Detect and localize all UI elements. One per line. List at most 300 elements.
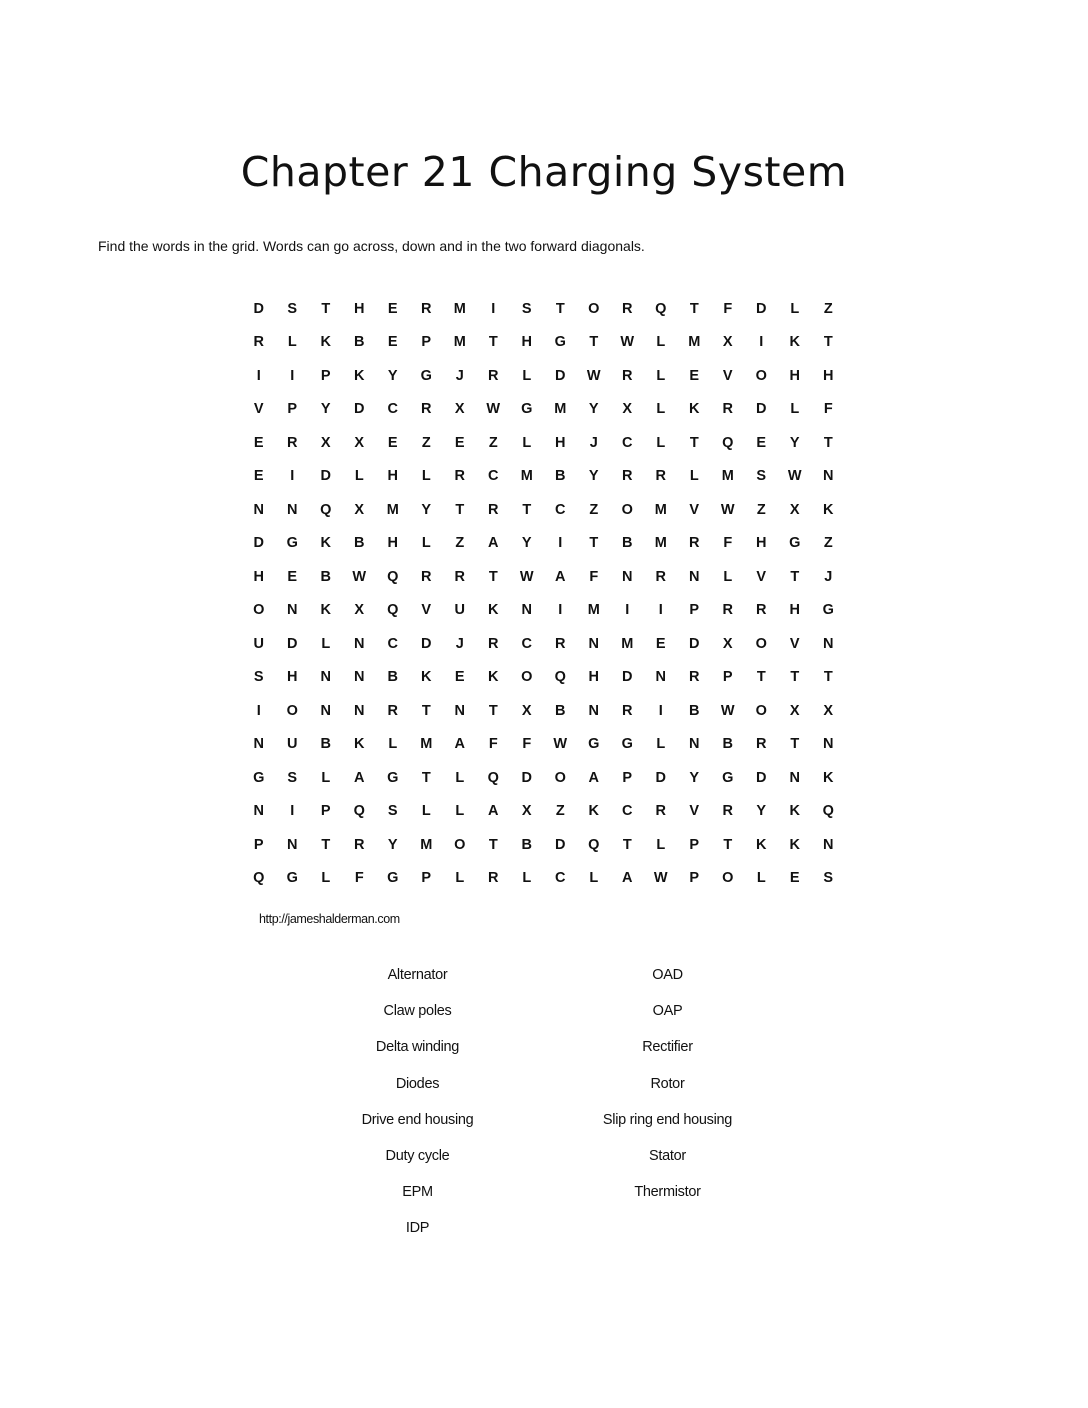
word-list-item: Thermistor [634,1184,701,1201]
grid-cell: P [689,602,700,619]
grid-cell: G [286,870,298,887]
grid-cell: F [354,870,364,887]
word-list-item: IDP [405,1220,430,1237]
grid-cell: S [521,300,532,317]
grid-cell: O [521,669,533,686]
grid-cell: M [453,300,466,317]
grid-cell: V [689,501,700,518]
grid-cell: I [256,367,261,384]
grid-cell: N [588,702,599,719]
grid-cell: X [521,702,532,719]
grid-cell: N [354,702,365,719]
grid-cell: M [420,836,433,853]
grid-cell: G [789,535,801,552]
grid-cell: R [354,836,365,853]
grid-cell: D [689,635,700,652]
grid-cell: Z [455,535,465,552]
grid-cell: K [320,535,331,552]
grid-cell: R [722,602,733,619]
grid-cell: X [722,334,733,351]
grid-cell: E [454,434,465,451]
grid-cell: Q [554,669,566,686]
grid-cell: T [756,669,766,686]
grid-cell: R [622,702,633,719]
grid-cell: L [321,870,331,887]
grid-cell: N [287,602,298,619]
word-list-item: Duty cycle [385,1148,450,1165]
grid-cell: R [622,468,633,485]
grid-cell: A [622,870,633,887]
grid-cell: M [554,401,567,418]
grid-cell: L [790,401,800,418]
grid-cell: N [823,736,834,753]
grid-cell: T [790,568,800,585]
grid-cell: P [287,401,298,418]
grid-cell: K [354,736,365,753]
grid-cell: Z [589,501,599,518]
grid-cell: E [387,334,398,351]
grid-cell: U [454,602,465,619]
grid-cell: N [789,769,800,786]
grid-cell: G [387,769,399,786]
grid-cell: D [521,769,532,786]
grid-cell: N [622,568,633,585]
grid-cell: D [655,769,666,786]
grid-cell: B [521,836,532,853]
grid-cell: I [290,367,295,384]
grid-cell: R [421,401,432,418]
grid-cell: C [387,635,398,652]
grid-cell: H [387,535,398,552]
grid-cell: R [387,702,398,719]
grid-cell: T [455,501,465,518]
grid-cell: T [823,334,833,351]
word-list-item: OAP [652,1003,683,1020]
page-title: Chapter 21 Charging System [240,148,848,196]
grid-cell: N [287,836,298,853]
grid-cell: T [321,836,331,853]
grid-cell: D [253,535,264,552]
grid-cell: X [354,602,365,619]
grid-cell: L [656,736,666,753]
grid-cell: I [658,602,663,619]
grid-cell: X [622,401,633,418]
grid-cell: O [755,367,767,384]
grid-cell: N [689,568,700,585]
grid-cell: E [454,669,465,686]
grid-cell: B [722,736,733,753]
grid-cell: D [756,769,767,786]
grid-cell: I [558,535,563,552]
grid-cell: L [287,334,297,351]
grid-cell: W [620,334,635,351]
grid-cell: M [721,468,734,485]
grid-cell: V [756,568,767,585]
grid-cell: T [488,568,498,585]
grid-cell: F [823,401,833,418]
grid-cell: R [756,602,767,619]
grid-cell: R [555,635,566,652]
grid-cell: H [789,367,800,384]
grid-cell: D [756,300,767,317]
grid-cell: R [689,535,700,552]
grid-cell: T [321,300,331,317]
grid-cell: Y [521,535,532,552]
grid-cell: T [723,836,733,853]
grid-cell: V [421,602,432,619]
grid-cell: L [354,468,364,485]
grid-cell: T [790,736,800,753]
grid-cell: I [256,702,261,719]
grid-cell: D [253,300,264,317]
grid-cell: Z [756,501,766,518]
grid-cell: P [253,836,264,853]
grid-cell: W [653,870,668,887]
grid-cell: L [522,434,532,451]
grid-cell: Z [488,434,498,451]
grid-cell: R [655,468,666,485]
grid-cell: G [521,401,533,418]
grid-cell: L [589,870,599,887]
grid-cell: O [755,635,767,652]
grid-cell: I [491,300,496,317]
grid-cell: R [655,803,666,820]
grid-cell: L [421,803,431,820]
grid-cell: T [823,434,833,451]
grid-cell: R [756,736,767,753]
grid-cell: Z [421,434,431,451]
grid-cell: Y [689,769,700,786]
grid-cell: F [589,568,599,585]
grid-cell: L [656,836,666,853]
grid-cell: L [656,434,666,451]
grid-cell: J [589,434,598,451]
grid-cell: K [823,501,834,518]
grid-cell: V [253,401,264,418]
grid-cell: V [789,635,800,652]
grid-cell: X [320,434,331,451]
grid-cell: R [488,635,499,652]
grid-cell: T [589,535,599,552]
grid-cell: Y [789,434,800,451]
grid-cell: Q [487,769,499,786]
grid-cell: M [386,501,399,518]
grid-cell: K [488,602,499,619]
grid-cell: G [387,870,399,887]
website-url: http://jameshalderman.com [259,912,400,926]
grid-cell: T [555,300,565,317]
grid-cell: P [689,870,700,887]
grid-cell: H [823,367,834,384]
grid-cell: D [421,635,432,652]
grid-cell: E [756,434,767,451]
grid-cell: R [454,468,465,485]
word-list-item: Rectifier [642,1039,693,1056]
grid-cell: W [486,401,501,418]
grid-cell: L [656,401,666,418]
grid-cell: T [790,669,800,686]
grid-cell: Y [320,401,331,418]
grid-cell: B [320,568,331,585]
grid-cell: L [421,535,431,552]
grid-cell: L [689,468,699,485]
grid-cell: N [354,669,365,686]
grid-cell: L [388,736,398,753]
grid-cell: H [253,568,264,585]
grid-cell: G [253,769,265,786]
grid-cell: R [622,367,633,384]
grid-cell: S [823,870,834,887]
grid-cell: D [287,635,298,652]
grid-cell: A [454,736,465,753]
word-list-item: Alternator [387,967,448,984]
grid-cell: B [320,736,331,753]
grid-cell: X [354,501,365,518]
grid-cell: R [287,434,298,451]
grid-cell: N [253,803,264,820]
grid-cell: R [421,300,432,317]
grid-cell: S [287,300,298,317]
grid-cell: R [454,568,465,585]
word-list-right [530,957,805,1247]
grid-cell: M [453,334,466,351]
grid-cell: J [824,568,833,585]
grid-cell: V [689,803,700,820]
grid-cell: F [488,736,498,753]
grid-cell: G [420,367,432,384]
grid-cell: I [625,602,630,619]
grid-cell: V [722,367,733,384]
grid-cell: D [555,367,566,384]
grid-cell: Z [555,803,565,820]
grid-cell: K [789,836,800,853]
grid-cell: K [789,803,800,820]
grid-cell: M [520,468,533,485]
grid-cell: E [287,568,298,585]
grid-cell: U [287,736,298,753]
grid-cell: T [522,501,532,518]
grid-cell: L [756,870,766,887]
grid-cell: C [622,434,633,451]
grid-cell: Z [823,535,833,552]
grid-cell: O [454,836,466,853]
word-list-item: OAD [652,967,683,984]
grid-cell: Q [588,836,600,853]
instructions: Find the words in the grid. Words can go across, down and in the two forward diagonals. [98,238,645,254]
grid-cell: D [756,401,767,418]
grid-cell: N [253,501,264,518]
grid-cell: E [655,635,666,652]
grid-cell: P [421,870,432,887]
grid-cell: P [320,803,331,820]
grid-cell: H [521,334,532,351]
grid-cell: H [287,669,298,686]
grid-cell: B [689,702,700,719]
grid-cell: F [723,535,733,552]
grid-cell: A [588,769,599,786]
grid-cell: B [354,535,365,552]
grid-cell: P [320,367,331,384]
grid-cell: S [387,803,398,820]
grid-cell: J [455,635,464,652]
grid-cell: N [287,501,298,518]
grid-cell: B [555,702,566,719]
word-list-item: Slip ring end housing [602,1111,733,1128]
grid-cell: C [555,870,566,887]
grid-cell: O [554,769,566,786]
grid-cell: Y [588,468,599,485]
grid-cell: X [823,702,834,719]
grid-cell: D [555,836,566,853]
grid-cell: F [522,736,532,753]
grid-cell: T [488,334,498,351]
grid-cell: I [558,602,563,619]
grid-cell: L [790,300,800,317]
grid-cell: K [354,367,365,384]
grid-cell: R [622,300,633,317]
grid-cell: X [521,803,532,820]
word-list-item: Rotor [650,1075,685,1092]
grid-cell: K [320,334,331,351]
grid-cell: P [421,334,432,351]
grid-cell: T [421,702,431,719]
grid-cell: Q [387,602,399,619]
grid-cell: O [755,702,767,719]
grid-cell: H [756,535,767,552]
grid-cell: M [688,334,701,351]
grid-cell: N [655,669,666,686]
word-list-item: Stator [649,1148,686,1165]
grid-cell: L [455,769,465,786]
grid-cell: H [555,434,566,451]
word-list-item: Delta winding [375,1039,460,1056]
grid-cell: N [521,602,532,619]
word-list-item: Drive end housing [361,1111,474,1128]
grid-cell: D [354,401,365,418]
grid-cell: A [488,803,499,820]
grid-cell: Y [756,803,767,820]
grid-cell: Q [253,870,265,887]
grid-cell: G [554,334,566,351]
grid-cell: Q [722,434,734,451]
grid-cell: L [455,803,465,820]
grid-cell: B [622,535,633,552]
grid-cell: K [320,602,331,619]
grid-cell: W [720,702,735,719]
grid-cell: S [287,769,298,786]
grid-cell: C [488,468,499,485]
grid-cell: R [655,568,666,585]
grid-cell: R [689,669,700,686]
grid-cell: N [689,736,700,753]
grid-cell: M [420,736,433,753]
grid-cell: K [789,334,800,351]
grid-cell: R [488,367,499,384]
grid-cell: A [488,535,499,552]
grid-cell: W [586,367,601,384]
grid-cell: K [689,401,700,418]
grid-cell: R [722,803,733,820]
grid-cell: N [253,736,264,753]
grid-cell: K [823,769,834,786]
grid-cell: L [321,769,331,786]
grid-cell: L [455,870,465,887]
grid-cell: A [555,568,566,585]
grid-cell: S [253,669,264,686]
grid-cell: H [588,669,599,686]
grid-cell: T [488,702,498,719]
grid-cell: N [823,468,834,485]
grid-cell: K [588,803,599,820]
grid-cell: W [787,468,802,485]
grid-cell: X [789,702,800,719]
grid-cell: A [354,769,365,786]
grid-cell: G [822,602,834,619]
grid-cell: P [689,836,700,853]
grid-cell: M [654,501,667,518]
grid-cell: W [519,568,534,585]
grid-cell: X [354,434,365,451]
grid-cell: E [689,367,700,384]
grid-cell: R [421,568,432,585]
grid-cell: T [689,434,699,451]
grid-cell: E [253,468,264,485]
grid-cell: N [823,635,834,652]
grid-cell: D [320,468,331,485]
letter-grid [242,292,846,895]
grid-cell: N [320,669,331,686]
grid-cell: K [421,669,432,686]
grid-cell: Y [387,836,398,853]
grid-cell: I [658,702,663,719]
word-list-item: Diodes [395,1075,440,1092]
grid-cell: W [352,568,367,585]
grid-cell: L [522,367,532,384]
grid-cell: J [455,367,464,384]
grid-cell: N [320,702,331,719]
grid-cell: X [789,501,800,518]
grid-cell: K [756,836,767,853]
grid-cell: O [253,602,265,619]
grid-cell: X [454,401,465,418]
grid-cell: M [587,602,600,619]
grid-cell: L [656,334,666,351]
grid-cell: P [622,769,633,786]
word-list-item: EPM [402,1184,433,1201]
grid-cell: L [421,468,431,485]
grid-cell: O [621,501,633,518]
grid-cell: Y [588,401,599,418]
grid-cell: P [722,669,733,686]
grid-cell: O [286,702,298,719]
grid-cell: C [521,635,532,652]
grid-cell: Q [655,300,667,317]
grid-cell: L [321,635,331,652]
grid-cell: I [759,334,764,351]
grid-cell: H [354,300,365,317]
grid-cell: N [454,702,465,719]
grid-cell: S [756,468,767,485]
grid-cell: T [589,334,599,351]
grid-cell: D [622,669,633,686]
grid-cell: B [555,468,566,485]
grid-cell: L [522,870,532,887]
word-list [305,957,825,1247]
grid-cell: L [723,568,733,585]
grid-cell: T [421,769,431,786]
grid-cell: E [253,434,264,451]
grid-cell: U [253,635,264,652]
